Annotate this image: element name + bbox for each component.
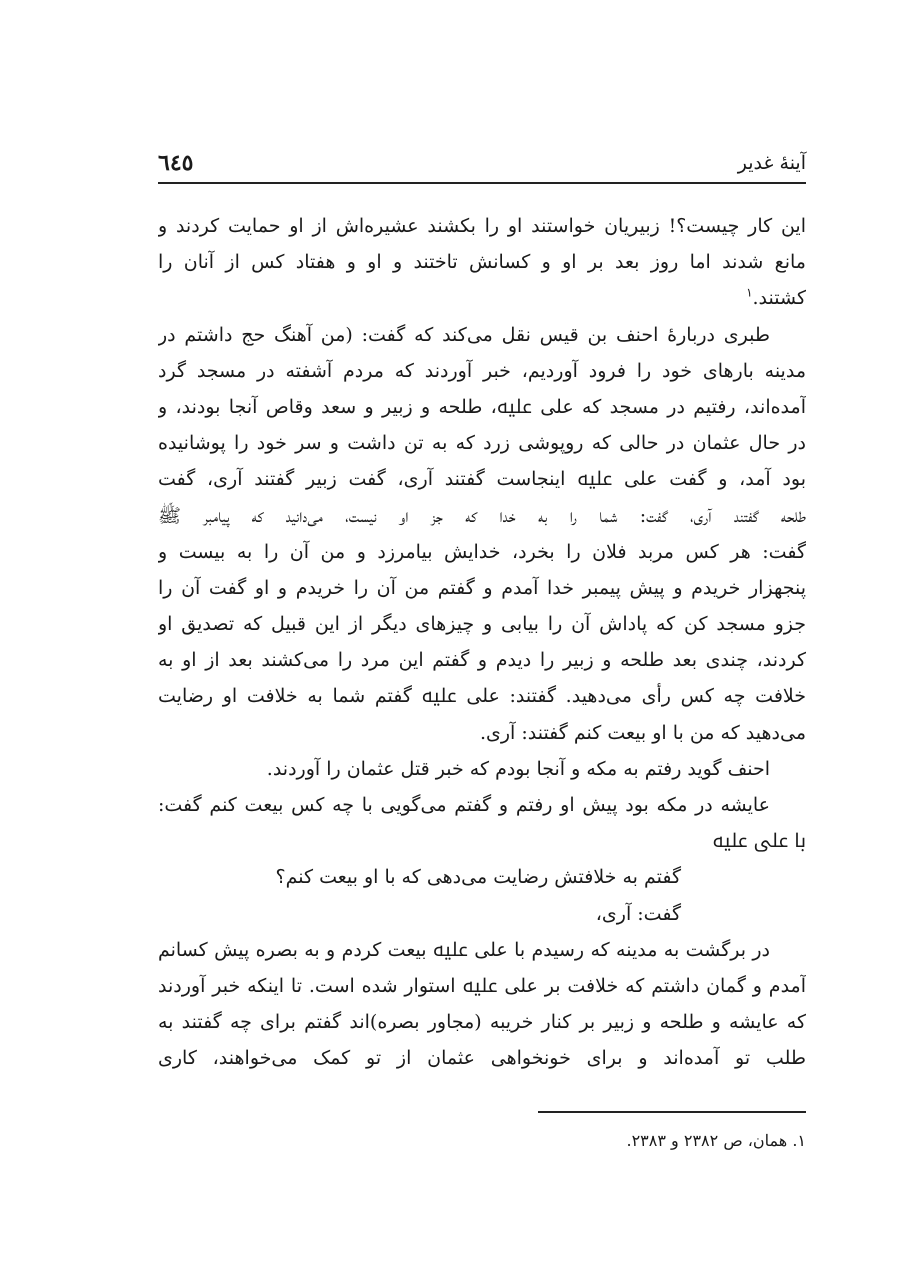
- text-line: گفت: آری،: [595, 902, 681, 925]
- text-line: احنف گوید رفتم به مکه و آنجا بودم که خبر قتل عثمان را آوردند.: [266, 757, 770, 780]
- text-line: آمدم و گمان داشتم که خلافت بر علی ﷷ استوار شده است. تا اینکه خبر آوردند: [158, 974, 806, 997]
- text-line: طبری دربارهٔ احنف بن قیس نقل می‌کند که گفت: (من آهنگ حج داشتم در: [158, 323, 770, 346]
- text-line: بود آمد، و گفت علی ﷷ اینجاست گفتند آری، گفت زبیر گفتند آری، گفت: [158, 468, 806, 491]
- text-line: کردند، چندی بعد طلحه و زبیر را دیدم و گفتم این مرد را می‌کشند بعد از او به: [158, 649, 806, 672]
- text-line: [158, 280, 806, 316]
- text-line: خلافت چه کس رأی می‌دهید. گفتند: علی ﷷ گفتم شما به خلافت او رضایت: [158, 685, 806, 708]
- running-title: آینهٔ غدیر: [737, 152, 806, 174]
- text-line: مانع شدند اما روز بعد بر او و کسانش تاختند و او و هفتاد کس از آنان را: [158, 251, 806, 274]
- text-line: جزو مسجد کن که پاداش آن را بیابی و چیزهای دیگر از این قبیل که تصدیق او: [158, 613, 806, 636]
- footnote: ۱. همان، ص ۲۳۸۲ و ۲۳۸۳.: [626, 1131, 806, 1150]
- text-line: که عایشه و طلحه و زبیر بر کنار خریبه (مجاور بصره)اند گفتم برای چه گفتند به: [158, 1011, 806, 1034]
- text-line: این کار چیست؟! زبیریان خواستند او را بکشند عشیره‌اش از او حمایت کردند و: [158, 215, 806, 237]
- text-line: مدینه بارهای خود را فرود آوردیم، خبر آوردند که مردم آشفته در مسجد گرد: [158, 359, 806, 382]
- text-line: در برگشت به مدینه که رسیدم با علی ﷷ بیعت کردم و به بصره پیش کسانم: [158, 938, 770, 961]
- footnote-marker: ۱: [746, 286, 753, 301]
- page-number: ٦٤٥: [158, 150, 194, 176]
- text-line: آمده‌اند، رفتیم در مسجد که علی ﷷ، طلحه و زبیر و سعد وقاص آنجا بودند، و: [158, 395, 806, 418]
- body-text: [158, 208, 806, 1077]
- text-line: عایشه در مکه بود پیش او رفتم و گفتم می‌گویی با چه کس بیعت کنم گفت:: [158, 794, 770, 816]
- text-line-content: کشتند.: [752, 287, 806, 310]
- text-line: گفت: هر کس مربد فلان را بخرد، خدایش بیامرزد و من آن را به بیست و: [158, 540, 806, 563]
- footnote-divider: [538, 1111, 806, 1113]
- text-line: طلحه گفتند آری، گفت: شما را به خدا که جز او نیست، می‌دانید که پیامبر ﷺ: [158, 504, 806, 527]
- text-line: پنجهزار خریدم و پیش پیمبر خدا آمدم و گفتم من آن را خریدم و او گفت آن را: [158, 576, 806, 599]
- text-line: در حال عثمان در حالی که روپوشی زرد که به تن داشت و سر خود را پوشانیده: [158, 432, 806, 455]
- text-line: می‌دهید که من با او بیعت کنم گفتند: آری.: [479, 721, 806, 744]
- text-line: گفتم به خلافتش رضایت می‌دهی که با او بیعت کنم؟: [275, 866, 681, 889]
- text-line: طلب تو آمده‌اند و برای خونخواهی عثمان از تو کمک می‌خواهند، کاری: [158, 1047, 806, 1070]
- page-header: [158, 146, 806, 184]
- text-line: با علی ﷷ: [712, 830, 806, 853]
